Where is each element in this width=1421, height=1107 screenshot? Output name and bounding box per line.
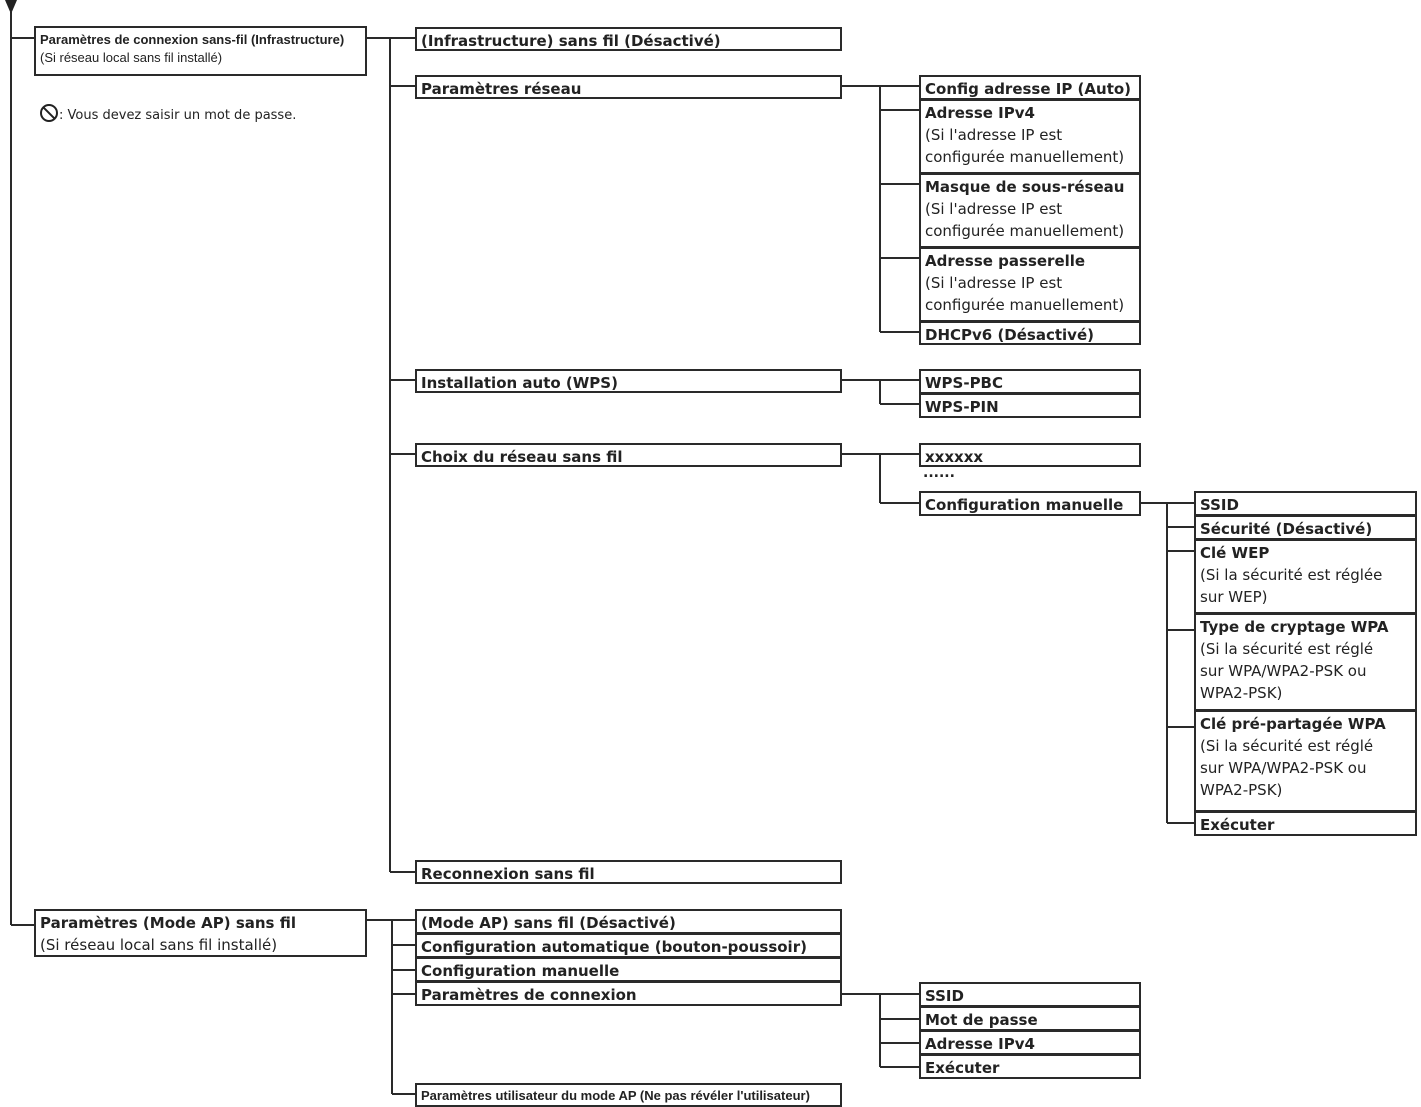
node-title: Paramètres utilisateur du mode AP (Ne pas révéler l'utilisateur) <box>421 1088 810 1103</box>
node-subtitle: (Si l'adresse IP est <box>925 274 1063 292</box>
node-title: Adresse IPv4 <box>925 1035 1035 1053</box>
node-title: Configuration manuelle <box>421 962 620 980</box>
node-title: Paramètres réseau <box>421 80 582 98</box>
node-subtitle: (Si réseau local sans fil installé) <box>40 50 223 65</box>
node-title: Configuration automatique (bouton-poussoir) <box>421 938 807 956</box>
ap-connection-settings-node[interactable] <box>415 981 842 1006</box>
security-node[interactable] <box>1194 515 1417 540</box>
node-title: (Infrastructure) sans fil (Désactivé) <box>421 32 721 50</box>
node-title: Paramètres (Mode AP) sans fil <box>40 914 296 932</box>
ap-mode-toggle[interactable] <box>415 909 842 934</box>
node-title: Paramètres de connexion sans-fil (Infrastructure) <box>40 32 345 47</box>
ap-execute-node[interactable] <box>919 1054 1141 1079</box>
node-title: WPS-PBC <box>925 374 1004 392</box>
node-subtitle: configurée manuellement) <box>925 148 1125 166</box>
node-title: Clé WEP <box>1200 544 1270 562</box>
wps-node[interactable] <box>415 369 842 393</box>
node-title: SSID <box>925 987 964 1005</box>
wireless-reconnect-node[interactable] <box>415 860 842 884</box>
wep-key-node[interactable] <box>1194 539 1417 614</box>
node-subtitle: (Si la sécurité est réglée <box>1200 566 1383 584</box>
dhcpv6-node[interactable] <box>919 321 1141 345</box>
ap-ssid-node[interactable] <box>919 982 1141 1007</box>
node-title: (Mode AP) sans fil (Désactivé) <box>421 914 676 932</box>
infrastructure-settings-node[interactable] <box>34 26 367 76</box>
node-subtitle: WPA2-PSK) <box>1200 684 1283 702</box>
subnet-mask-node[interactable] <box>919 173 1141 248</box>
ap-mode-settings-node[interactable] <box>34 909 367 957</box>
ap-password-node[interactable] <box>919 1006 1141 1031</box>
legend-text: : Vous devez saisir un mot de passe. <box>59 108 297 123</box>
manual-config-node[interactable] <box>919 491 1141 516</box>
wps-pbc-node[interactable] <box>919 369 1141 394</box>
node-title: Exécuter <box>1200 816 1275 834</box>
node-title: Config adresse IP (Auto) <box>925 80 1132 98</box>
node-subtitle: (Si l'adresse IP est <box>925 200 1063 218</box>
node-subtitle: configurée manuellement) <box>925 222 1125 240</box>
node-subtitle: WPA2-PSK) <box>1200 781 1283 799</box>
ssid-node[interactable] <box>1194 491 1417 516</box>
infrastructure-wireless-toggle[interactable] <box>415 27 842 51</box>
node-subtitle: configurée manuellement) <box>925 296 1125 314</box>
wpa-encryption-type-node[interactable] <box>1194 613 1417 711</box>
ap-user-settings-node[interactable] <box>415 1083 842 1107</box>
ap-manual-config-node[interactable] <box>415 957 842 982</box>
node-title: Clé pré-partagée WPA <box>1200 715 1386 733</box>
node-title: Sécurité (Désactivé) <box>1200 520 1373 538</box>
node-title: Reconnexion sans fil <box>421 865 595 883</box>
more-networks-ellipsis: ...... <box>923 465 955 481</box>
node-subtitle: (Si la sécurité est réglé <box>1200 737 1374 755</box>
network-choice-node[interactable] <box>415 443 842 467</box>
password-legend <box>40 104 296 125</box>
node-title: Installation auto (WPS) <box>421 374 618 392</box>
node-subtitle: sur WPA/WPA2-PSK ou <box>1200 662 1367 680</box>
node-subtitle: (Si réseau local sans fil installé) <box>40 936 278 954</box>
node-title: Masque de sous-réseau <box>925 178 1125 196</box>
ipv4-address-node[interactable] <box>919 99 1141 174</box>
down-arrow-icon <box>5 0 17 14</box>
wpa-preshared-key-node[interactable] <box>1194 710 1417 812</box>
ap-auto-config-node[interactable] <box>415 933 842 958</box>
node-title: SSID <box>1200 496 1239 514</box>
node-subtitle: (Si la sécurité est réglé <box>1200 640 1374 658</box>
node-title: Exécuter <box>925 1059 1000 1077</box>
node-title: Paramètres de connexion <box>421 986 637 1004</box>
node-subtitle: (Si l'adresse IP est <box>925 126 1063 144</box>
ssid-example-node[interactable] <box>919 443 1141 467</box>
node-subtitle: sur WPA/WPA2-PSK ou <box>1200 759 1367 777</box>
node-title: Mot de passe <box>925 1011 1038 1029</box>
node-title: WPS-PIN <box>925 398 999 416</box>
ip-config-node[interactable] <box>919 75 1141 100</box>
wps-pin-node[interactable] <box>919 393 1141 418</box>
node-title: Adresse IPv4 <box>925 104 1035 122</box>
execute-node[interactable] <box>1194 811 1417 836</box>
node-title: Choix du réseau sans fil <box>421 448 623 466</box>
no-entry-icon <box>40 104 58 122</box>
node-title: Type de cryptage WPA <box>1200 618 1389 636</box>
node-title: Configuration manuelle <box>925 496 1124 514</box>
node-subtitle: sur WEP) <box>1200 588 1268 606</box>
gateway-address-node[interactable] <box>919 247 1141 322</box>
node-title: DHCPv6 (Désactivé) <box>925 326 1094 344</box>
ap-ipv4-address-node[interactable] <box>919 1030 1141 1055</box>
node-title: Adresse passerelle <box>925 252 1086 270</box>
node-title: xxxxxx <box>925 448 984 466</box>
network-settings-node[interactable] <box>415 75 842 99</box>
